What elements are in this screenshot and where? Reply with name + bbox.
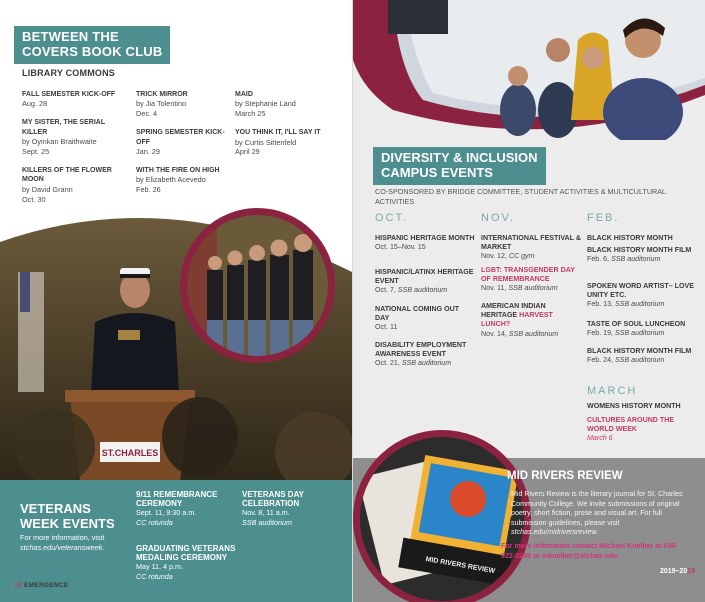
event-date: Nov. 14, xyxy=(481,329,507,338)
book-item xyxy=(136,128,232,157)
event-location: SSB auditorium xyxy=(508,284,558,293)
book-list-column-1 xyxy=(22,90,122,213)
event-title: HISPANIC HERITAGE MONTH xyxy=(375,234,475,242)
event-date: Sept. 11, 9:30 a.m. xyxy=(136,508,197,518)
veterans-week-title xyxy=(20,502,115,532)
event-location: CC rotunda xyxy=(136,517,173,527)
event-location: CC gym xyxy=(508,252,535,261)
page-number: 19 xyxy=(687,568,695,575)
veterans-event xyxy=(136,544,266,581)
event-title: DISABILITY EMPLOYMENT AWARENESS EVENT xyxy=(375,341,467,359)
book-title: FALL SEMESTER KICK-OFF xyxy=(22,91,116,98)
event-item xyxy=(587,246,699,264)
event-title-highlight: HARVEST LUNCH? xyxy=(481,311,553,329)
book-author: by Jia Tolentino xyxy=(136,99,187,109)
event-title: INTERNATIONAL FESTIVAL & MARKET xyxy=(481,234,581,252)
event-item xyxy=(375,341,475,369)
event-date: Oct. 7, xyxy=(375,286,396,295)
book-author: by David Grann xyxy=(22,184,73,194)
book-item xyxy=(22,166,122,205)
event-item xyxy=(375,234,475,252)
event-title: LGBT: TRANSGENDER DAY OF REMEMBRANCE xyxy=(481,266,575,284)
event-date: Feb. 19, xyxy=(587,329,614,338)
event-date: Feb. 6, xyxy=(587,255,610,264)
book-item xyxy=(136,166,232,195)
event-item xyxy=(587,234,699,243)
book-club-banner-line1: BETWEEN THE xyxy=(22,29,119,44)
page-number: 18 xyxy=(14,582,22,589)
event-date: March 6 xyxy=(587,434,613,443)
book-item xyxy=(235,128,347,157)
event-item xyxy=(587,320,699,338)
students-photo xyxy=(353,0,705,140)
review-link[interactable]: stchas.edu/midriversreview. xyxy=(511,528,599,537)
event-location: SSB auditorium xyxy=(508,329,559,338)
event-date: Oct. 21, xyxy=(375,359,400,368)
event-item xyxy=(481,266,583,294)
event-title: NATIONAL COMING OUT DAY xyxy=(375,305,460,323)
event-item xyxy=(587,416,697,444)
event-date: Oct. 15–Nov. 15 xyxy=(375,243,426,252)
event-title: AMERICAN INDIAN HERITAGE xyxy=(481,302,546,320)
event-title: SPOKEN WORD ARTIST– LOVE UNITY ETC. xyxy=(587,282,694,300)
event-date: Oct. 11 xyxy=(375,323,398,332)
event-date: Nov. 11, xyxy=(481,284,507,293)
footer-left xyxy=(14,582,69,589)
book-cover-text: MID RIVERS REVIEW xyxy=(424,555,496,576)
event-date: Feb. 24, xyxy=(587,356,614,365)
event-item xyxy=(481,234,581,262)
veterans-week-link[interactable]: stchas.edu/veteransweek. xyxy=(20,542,105,552)
event-item xyxy=(587,347,699,365)
event-location: SSB auditorium xyxy=(615,300,665,309)
book-title: YOU THINK IT, I'LL SAY IT xyxy=(235,129,321,137)
book-club-banner xyxy=(14,26,170,64)
book-item xyxy=(22,118,122,157)
book-list-column-2 xyxy=(136,90,232,204)
footer-right xyxy=(660,568,695,575)
book-item xyxy=(136,90,232,119)
diversity-banner-line1: DIVERSITY & INCLUSION xyxy=(381,150,538,165)
event-location: SSB auditorium xyxy=(615,356,665,365)
book-title: SPRING SEMESTER KICK-OFF xyxy=(136,129,225,146)
event-title: 9/11 REMEMBRANCE CEREMONY xyxy=(136,490,218,509)
book-item xyxy=(22,90,122,109)
event-item xyxy=(375,305,475,333)
book-date: Aug. 28 xyxy=(22,99,48,109)
book-title: MAID xyxy=(235,91,253,98)
veterans-event xyxy=(242,490,342,527)
book-author: by Elizabeth Acevedo xyxy=(136,175,206,185)
event-location: CC rotunda xyxy=(136,571,173,581)
cosponsor-text: CO-SPONSORED BY BRIDGE COMMITTEE, STUDENT ACTIVITIES & MULTICULTURAL ACTIVITIES xyxy=(375,187,666,206)
podium-sign: ST.CHARLES xyxy=(101,448,159,458)
library-commons-heading: LIBRARY COMMONS xyxy=(22,68,115,78)
review-contact: For more infomation contact Michael Kuelker at 636-922-8256 or mkuelker@stchas.edu. xyxy=(501,542,678,560)
veterans-title-line2: WEEK EVENTS xyxy=(20,515,115,531)
book-date: Dec. 4 xyxy=(136,109,158,119)
book-title: WITH THE FIRE ON HIGH xyxy=(136,166,220,174)
veterans-info xyxy=(20,533,104,553)
book-title: KILLERS OF THE FLOWER MOON xyxy=(22,166,112,184)
magazine-name: EMERGENCE xyxy=(23,582,69,589)
book-title: MY SISTER, THE SERIAL KILLER xyxy=(22,119,105,136)
event-title: BLACK HISTORY MONTH xyxy=(587,234,673,242)
event-title: GRADUATING VETERANS MEDALING CEREMONY xyxy=(136,544,236,563)
event-date: Feb. 13, xyxy=(587,300,614,309)
event-location: SSB auditorium xyxy=(611,255,661,264)
event-date: Nov. 12, xyxy=(481,252,507,261)
book-item xyxy=(235,90,347,119)
book-list-column-3 xyxy=(235,90,347,166)
veterans-title-line1: VETERANS xyxy=(20,501,91,516)
event-location: SSB auditorium xyxy=(615,329,665,338)
book-author: by Curtis Sittenfeld xyxy=(235,137,297,147)
event-location: SSB auditorium xyxy=(242,517,292,527)
event-title: CULTURES AROUND THE WORLD WEEK xyxy=(587,416,675,434)
event-item xyxy=(587,402,702,411)
book-date: April 29 xyxy=(235,147,260,157)
event-title: VETERANS DAY CELEBRATION xyxy=(242,490,304,509)
left-page xyxy=(0,0,352,602)
month-march: MARCH xyxy=(587,385,638,397)
month-nov: NOV. xyxy=(481,212,515,224)
book-author: by Stephanie Land xyxy=(235,99,296,109)
book-date: Feb. 26 xyxy=(136,185,161,195)
event-item xyxy=(587,282,699,310)
event-date: May 11, 4 p.m. xyxy=(136,562,184,572)
book-club-banner-line2: COVERS BOOK CLUB xyxy=(22,43,163,59)
event-title: TASTE OF SOUL LUNCHEON xyxy=(587,320,686,328)
event-location: SSB auditorium xyxy=(401,359,452,368)
book-title: TRICK MIRROR xyxy=(136,91,188,98)
review-body: Mid Rivers Review is the literary journal for St. Charles Community College. We invite submissions of original poetry, short fiction, prose and visual art. For full submission guidelines, please visit xyxy=(511,490,683,527)
review-description xyxy=(511,490,699,538)
book-date: Sept. 25 xyxy=(22,147,50,156)
event-item xyxy=(375,268,475,296)
event-title: BLACK HISTORY MONTH FILM xyxy=(587,347,692,355)
right-page xyxy=(353,0,705,602)
diversity-banner-line2: CAMPUS EVENTS xyxy=(381,164,493,180)
event-location: SSB auditorium xyxy=(397,286,448,295)
veterans-info-line1: For more information, visit xyxy=(20,533,105,542)
month-oct: OCT. xyxy=(375,212,409,224)
veterans-event xyxy=(136,490,236,527)
event-title: HISPANIC/LATINX HERITAGE EVENT xyxy=(375,268,474,286)
review-title: MID RIVERS REVIEW xyxy=(507,470,623,482)
month-feb: FEB. xyxy=(587,212,620,224)
book-date: Jan. 29 xyxy=(136,147,160,156)
event-item xyxy=(481,302,581,339)
book-date: Oct. 30 xyxy=(22,194,46,204)
cadets-circle-photo xyxy=(180,208,335,363)
event-date: Nov. 8, 11 a.m. xyxy=(242,508,290,518)
book-date: March 25 xyxy=(235,109,266,119)
book-author: by Oyinkan Braithwaite xyxy=(22,137,97,147)
year-range: 2019–20 xyxy=(659,568,688,575)
diversity-banner xyxy=(373,147,546,185)
event-title: BLACK HISTORY MONTH FILM xyxy=(587,246,692,254)
review-books-photo xyxy=(353,430,531,602)
event-title: WOMENS HISTORY MONTH xyxy=(587,402,681,410)
